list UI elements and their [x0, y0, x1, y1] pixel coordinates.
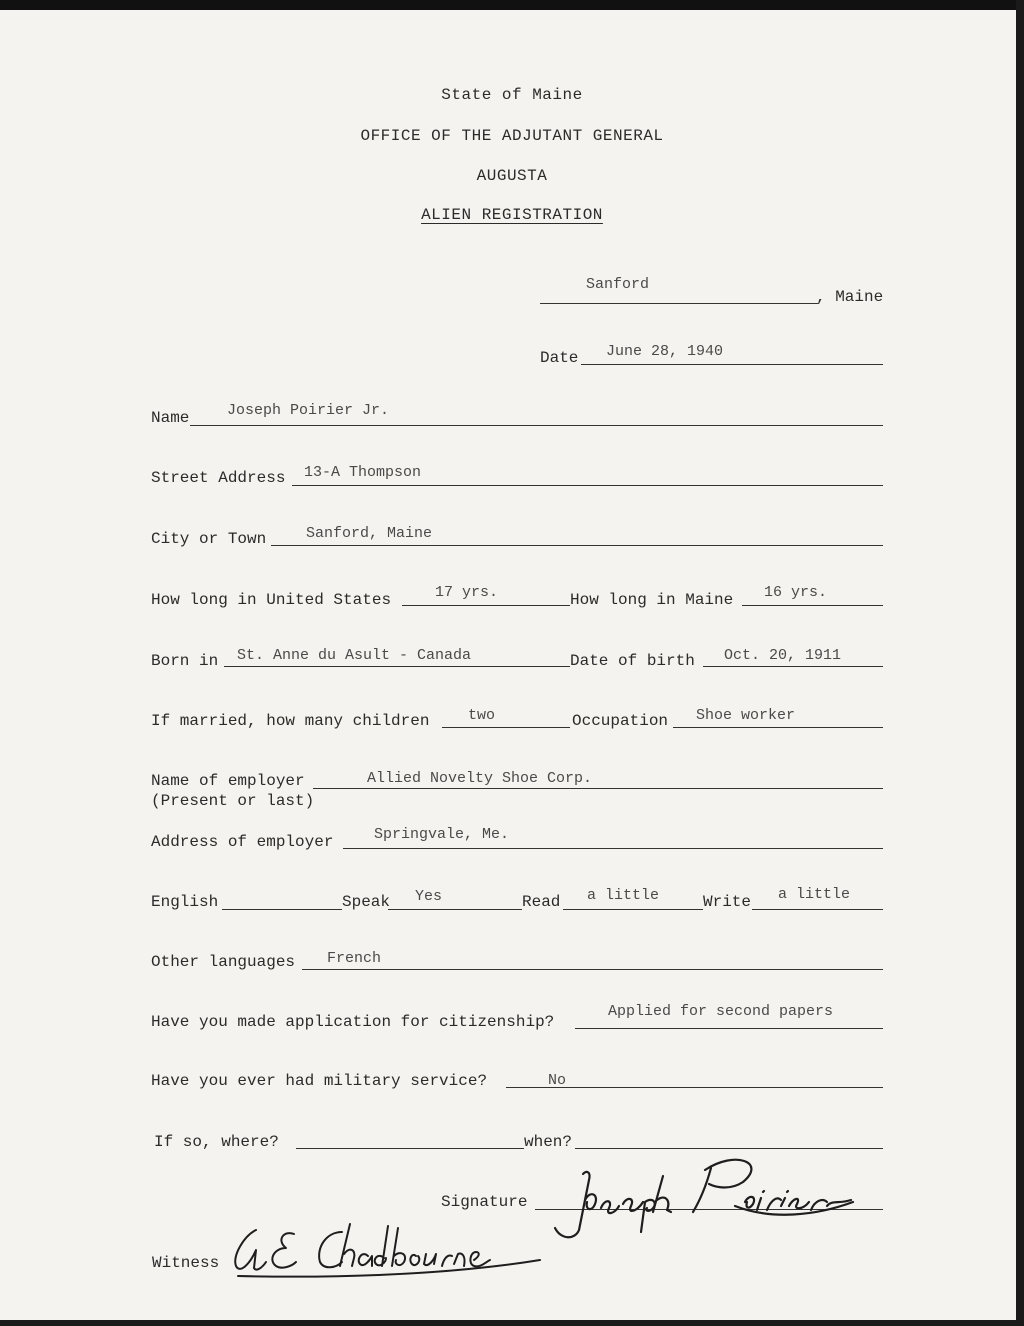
children-line [442, 727, 570, 728]
write-line [752, 909, 883, 910]
date-of-birth-value: Oct. 20, 1911 [724, 647, 842, 664]
citizenship-value: Applied for second papers [608, 1003, 834, 1020]
employer-sublabel: (Present or last) [151, 792, 315, 810]
read-line [563, 909, 703, 910]
when-label: when? [524, 1133, 573, 1151]
where-label: If so, where? [154, 1133, 279, 1151]
occupation-line [673, 727, 883, 728]
date-value: June 28, 1940 [606, 343, 724, 360]
city-line [271, 545, 883, 546]
employer-address-line [343, 848, 883, 849]
employer-line [313, 788, 883, 789]
scan-edge-right [1016, 0, 1024, 1326]
military-value: No [548, 1072, 567, 1089]
write-value: a little [778, 886, 851, 903]
street-address-line [292, 485, 883, 486]
witness-signature-handwriting [222, 1220, 552, 1290]
write-label: Write [703, 893, 752, 911]
how-long-us-line [402, 605, 570, 606]
speak-value: Yes [415, 888, 443, 905]
scan-edge-bottom [0, 1320, 1024, 1326]
military-line [506, 1087, 883, 1088]
location-state-suffix: , Maine [816, 288, 884, 306]
how-long-maine-line [742, 605, 883, 606]
english-line [222, 909, 342, 910]
scan-edge-top [0, 0, 1024, 10]
citizenship-line [575, 1028, 883, 1029]
citizenship-label: Have you made application for citizenship? [151, 1013, 555, 1031]
born-in-label: Born in [151, 652, 219, 670]
where-line [296, 1148, 524, 1149]
children-value: two [468, 707, 496, 724]
street-address-label: Street Address [151, 469, 286, 487]
city-label: City or Town [151, 530, 267, 548]
english-label: English [151, 893, 219, 911]
name-value: Joseph Poirier Jr. [227, 402, 390, 419]
header-city: AUGUSTA [476, 167, 548, 185]
form-title: ALIEN REGISTRATION [421, 206, 603, 224]
city-value: Sanford, Maine [306, 525, 433, 542]
employer-label: Name of employer [151, 772, 305, 790]
how-long-maine-label: How long in Maine [570, 591, 734, 609]
date-of-birth-line [703, 666, 883, 667]
other-languages-line [302, 969, 883, 970]
other-languages-label: Other languages [151, 953, 296, 971]
employer-address-value: Springvale, Me. [374, 826, 510, 843]
occupation-value: Shoe worker [696, 707, 796, 724]
read-label: Read [522, 893, 561, 911]
speak-label: Speak [342, 893, 391, 911]
born-in-value: St. Anne du Asult - Canada [237, 647, 472, 664]
children-label: If married, how many children [151, 712, 430, 730]
signature-handwriting [535, 1140, 865, 1245]
name-line [190, 425, 883, 426]
street-address-value: 13-A Thompson [304, 464, 422, 481]
speak-line [388, 909, 522, 910]
witness-label: Witness [152, 1254, 220, 1272]
born-in-line [224, 666, 570, 667]
how-long-maine-value: 16 yrs. [764, 584, 828, 601]
other-languages-value: French [327, 950, 382, 967]
location-line [540, 303, 818, 304]
how-long-us-value: 17 yrs. [435, 584, 499, 601]
read-value: a little [587, 887, 660, 904]
signature-label: Signature [441, 1193, 528, 1211]
header-office: OFFICE OF THE ADJUTANT GENERAL [360, 127, 664, 145]
name-label: Name [151, 409, 190, 427]
military-label: Have you ever had military service? [151, 1072, 488, 1090]
occupation-label: Occupation [572, 712, 669, 730]
employer-address-label: Address of employer [151, 833, 334, 851]
date-line [581, 364, 883, 365]
date-label: Date [540, 349, 579, 367]
location-town-value: Sanford [586, 276, 650, 293]
employer-value: Allied Novelty Shoe Corp. [367, 770, 593, 787]
date-of-birth-label: Date of birth [570, 652, 695, 670]
how-long-us-label: How long in United States [151, 591, 392, 609]
header-state: State of Maine [441, 86, 583, 104]
